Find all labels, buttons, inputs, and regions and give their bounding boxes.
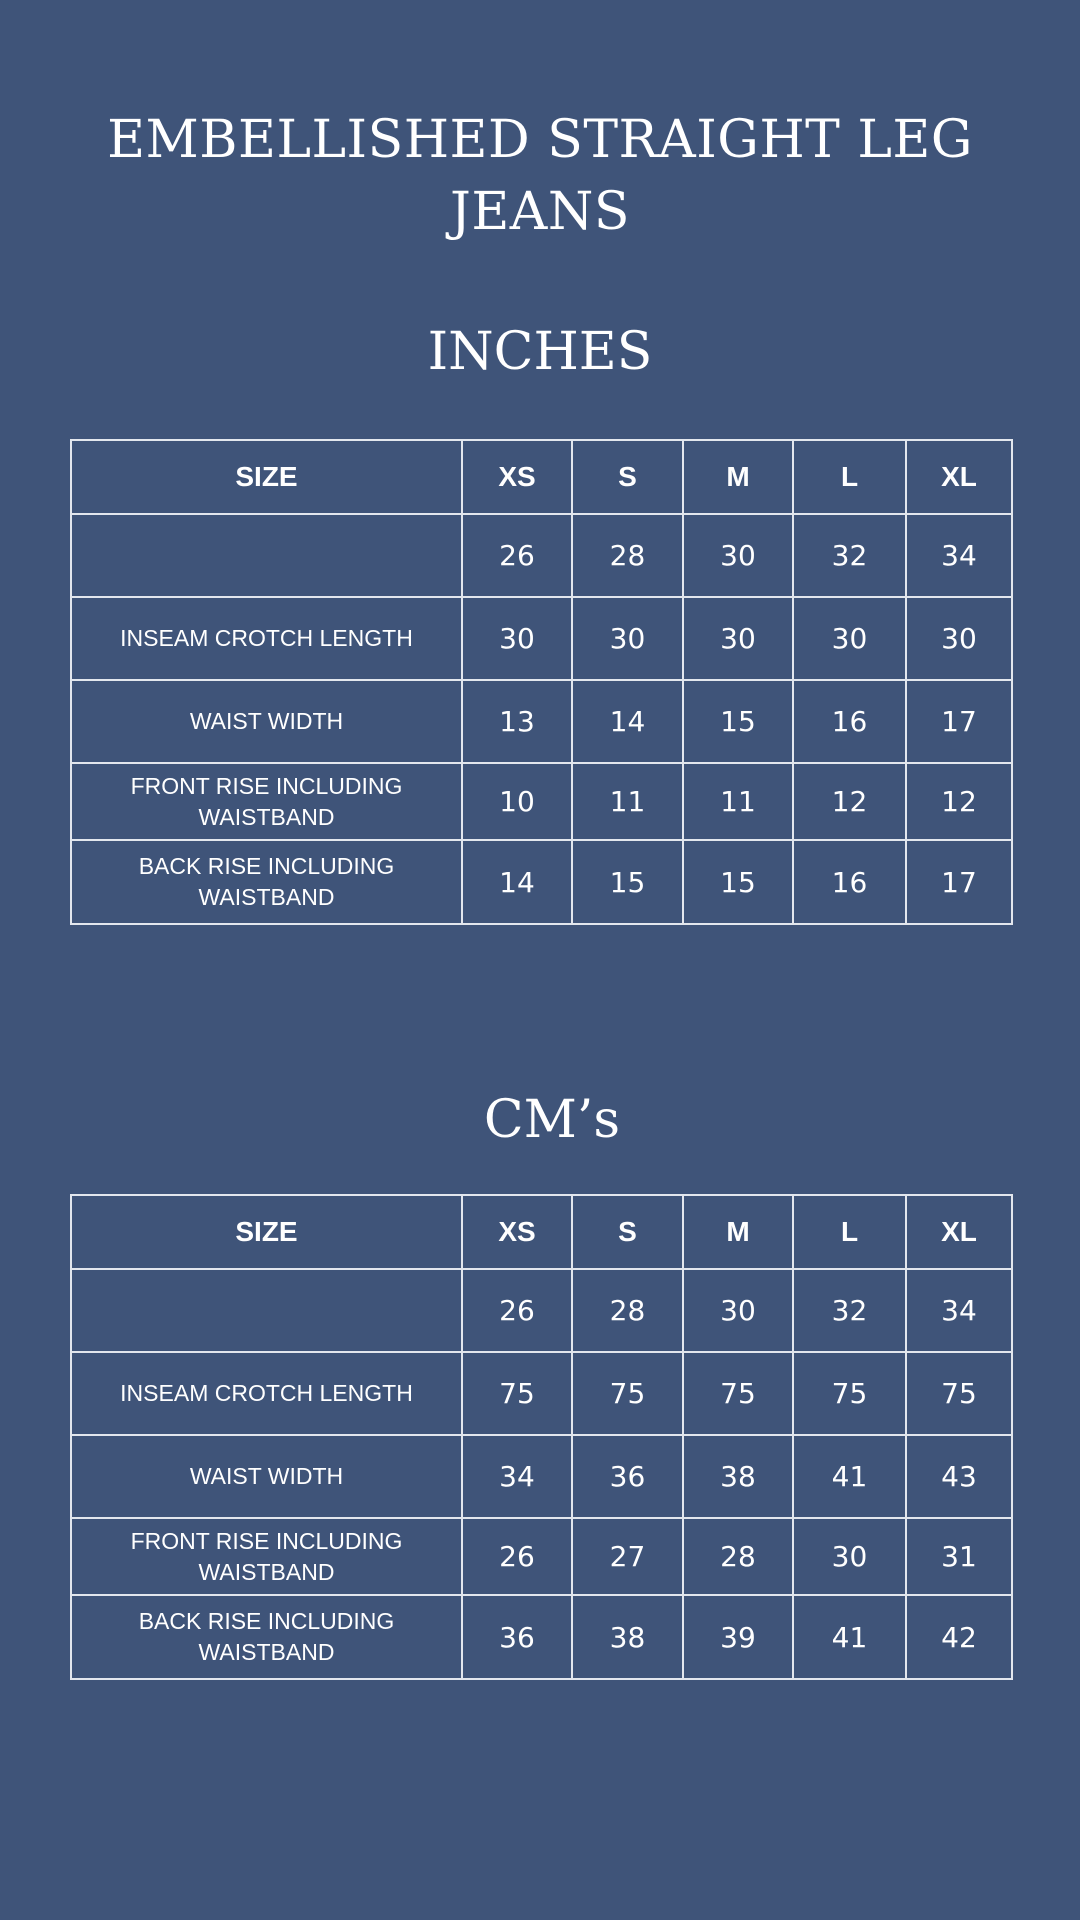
row-label: FRONT RISE INCLUDING WAISTBAND	[71, 763, 462, 840]
cell-s: 14	[572, 680, 683, 763]
cell-l: 16	[793, 840, 906, 924]
cell-m: 39	[683, 1595, 793, 1679]
cell-m: 30	[683, 514, 793, 597]
cell-xl: 30	[906, 597, 1012, 680]
cell-l: 30	[793, 1518, 906, 1595]
header-xl: XL	[906, 440, 1012, 514]
cell-xl: 34	[906, 1269, 1012, 1352]
row-label: BACK RISE INCLUDING WAISTBAND	[71, 840, 462, 924]
cell-xs: 14	[462, 840, 572, 924]
table-header-row	[71, 440, 1012, 514]
table-row	[71, 514, 1012, 597]
header-xs: XS	[462, 440, 572, 514]
cms-heading: CM’s	[483, 1090, 621, 1150]
cell-xs: 10	[462, 763, 572, 840]
row-label: BACK RISE INCLUDING WAISTBAND	[71, 1595, 462, 1679]
cell-m: 75	[683, 1352, 793, 1435]
cell-s: 38	[572, 1595, 683, 1679]
cell-xl: 17	[906, 840, 1012, 924]
cell-s: 75	[572, 1352, 683, 1435]
header-xl: XL	[906, 1195, 1012, 1269]
cell-xl: 42	[906, 1595, 1012, 1679]
cell-l: 32	[793, 514, 906, 597]
table-row	[71, 1435, 1012, 1518]
cms-size-table	[70, 1194, 1013, 1680]
cell-l: 41	[793, 1435, 906, 1518]
cell-xs: 34	[462, 1435, 572, 1518]
table-row	[71, 680, 1012, 763]
cell-l: 30	[793, 597, 906, 680]
cell-m: 30	[683, 1269, 793, 1352]
cell-xs: 26	[462, 1269, 572, 1352]
row-label: WAIST WIDTH	[71, 1435, 462, 1518]
cell-xs: 13	[462, 680, 572, 763]
table-row	[71, 1595, 1012, 1679]
cell-xl: 43	[906, 1435, 1012, 1518]
cell-xs: 75	[462, 1352, 572, 1435]
cell-l: 41	[793, 1595, 906, 1679]
cell-m: 15	[683, 840, 793, 924]
table-row	[71, 1518, 1012, 1595]
table-row	[71, 597, 1012, 680]
cell-s: 11	[572, 763, 683, 840]
cell-s: 36	[572, 1435, 683, 1518]
inches-size-table	[70, 439, 1013, 925]
row-label: FRONT RISE INCLUDING WAISTBAND	[71, 1518, 462, 1595]
cell-l: 16	[793, 680, 906, 763]
header-s: S	[572, 440, 683, 514]
cell-m: 11	[683, 763, 793, 840]
cell-m: 15	[683, 680, 793, 763]
cell-xl: 34	[906, 514, 1012, 597]
page-title-line-1: EMBELLISHED STRAIGHT LEG	[107, 110, 973, 170]
inches-heading: INCHES	[427, 322, 653, 382]
cell-s: 27	[572, 1518, 683, 1595]
table-row	[71, 840, 1012, 924]
page-title-line-2: JEANS	[450, 182, 630, 242]
cell-l: 75	[793, 1352, 906, 1435]
row-label	[71, 1269, 462, 1352]
cell-xl: 75	[906, 1352, 1012, 1435]
cell-m: 30	[683, 597, 793, 680]
row-label: WAIST WIDTH	[71, 680, 462, 763]
cell-xl: 17	[906, 680, 1012, 763]
cell-l: 12	[793, 763, 906, 840]
header-l: L	[793, 440, 906, 514]
header-s: S	[572, 1195, 683, 1269]
row-label	[71, 514, 462, 597]
row-label: INSEAM CROTCH LENGTH	[71, 597, 462, 680]
cell-s: 30	[572, 597, 683, 680]
table-header-row	[71, 1195, 1012, 1269]
header-size: SIZE	[71, 440, 462, 514]
header-m: M	[683, 1195, 793, 1269]
cell-m: 38	[683, 1435, 793, 1518]
cell-l: 32	[793, 1269, 906, 1352]
cell-xl: 31	[906, 1518, 1012, 1595]
row-label: INSEAM CROTCH LENGTH	[71, 1352, 462, 1435]
header-xs: XS	[462, 1195, 572, 1269]
cell-xs: 36	[462, 1595, 572, 1679]
cell-xs: 30	[462, 597, 572, 680]
cell-s: 28	[572, 514, 683, 597]
cell-xs: 26	[462, 1518, 572, 1595]
cell-xl: 12	[906, 763, 1012, 840]
cell-s: 28	[572, 1269, 683, 1352]
table-row	[71, 1352, 1012, 1435]
header-size: SIZE	[71, 1195, 462, 1269]
page-title	[0, 104, 1080, 248]
cell-m: 28	[683, 1518, 793, 1595]
header-m: M	[683, 440, 793, 514]
header-l: L	[793, 1195, 906, 1269]
table-row	[71, 763, 1012, 840]
cell-xs: 26	[462, 514, 572, 597]
table-row	[71, 1269, 1012, 1352]
cell-s: 15	[572, 840, 683, 924]
